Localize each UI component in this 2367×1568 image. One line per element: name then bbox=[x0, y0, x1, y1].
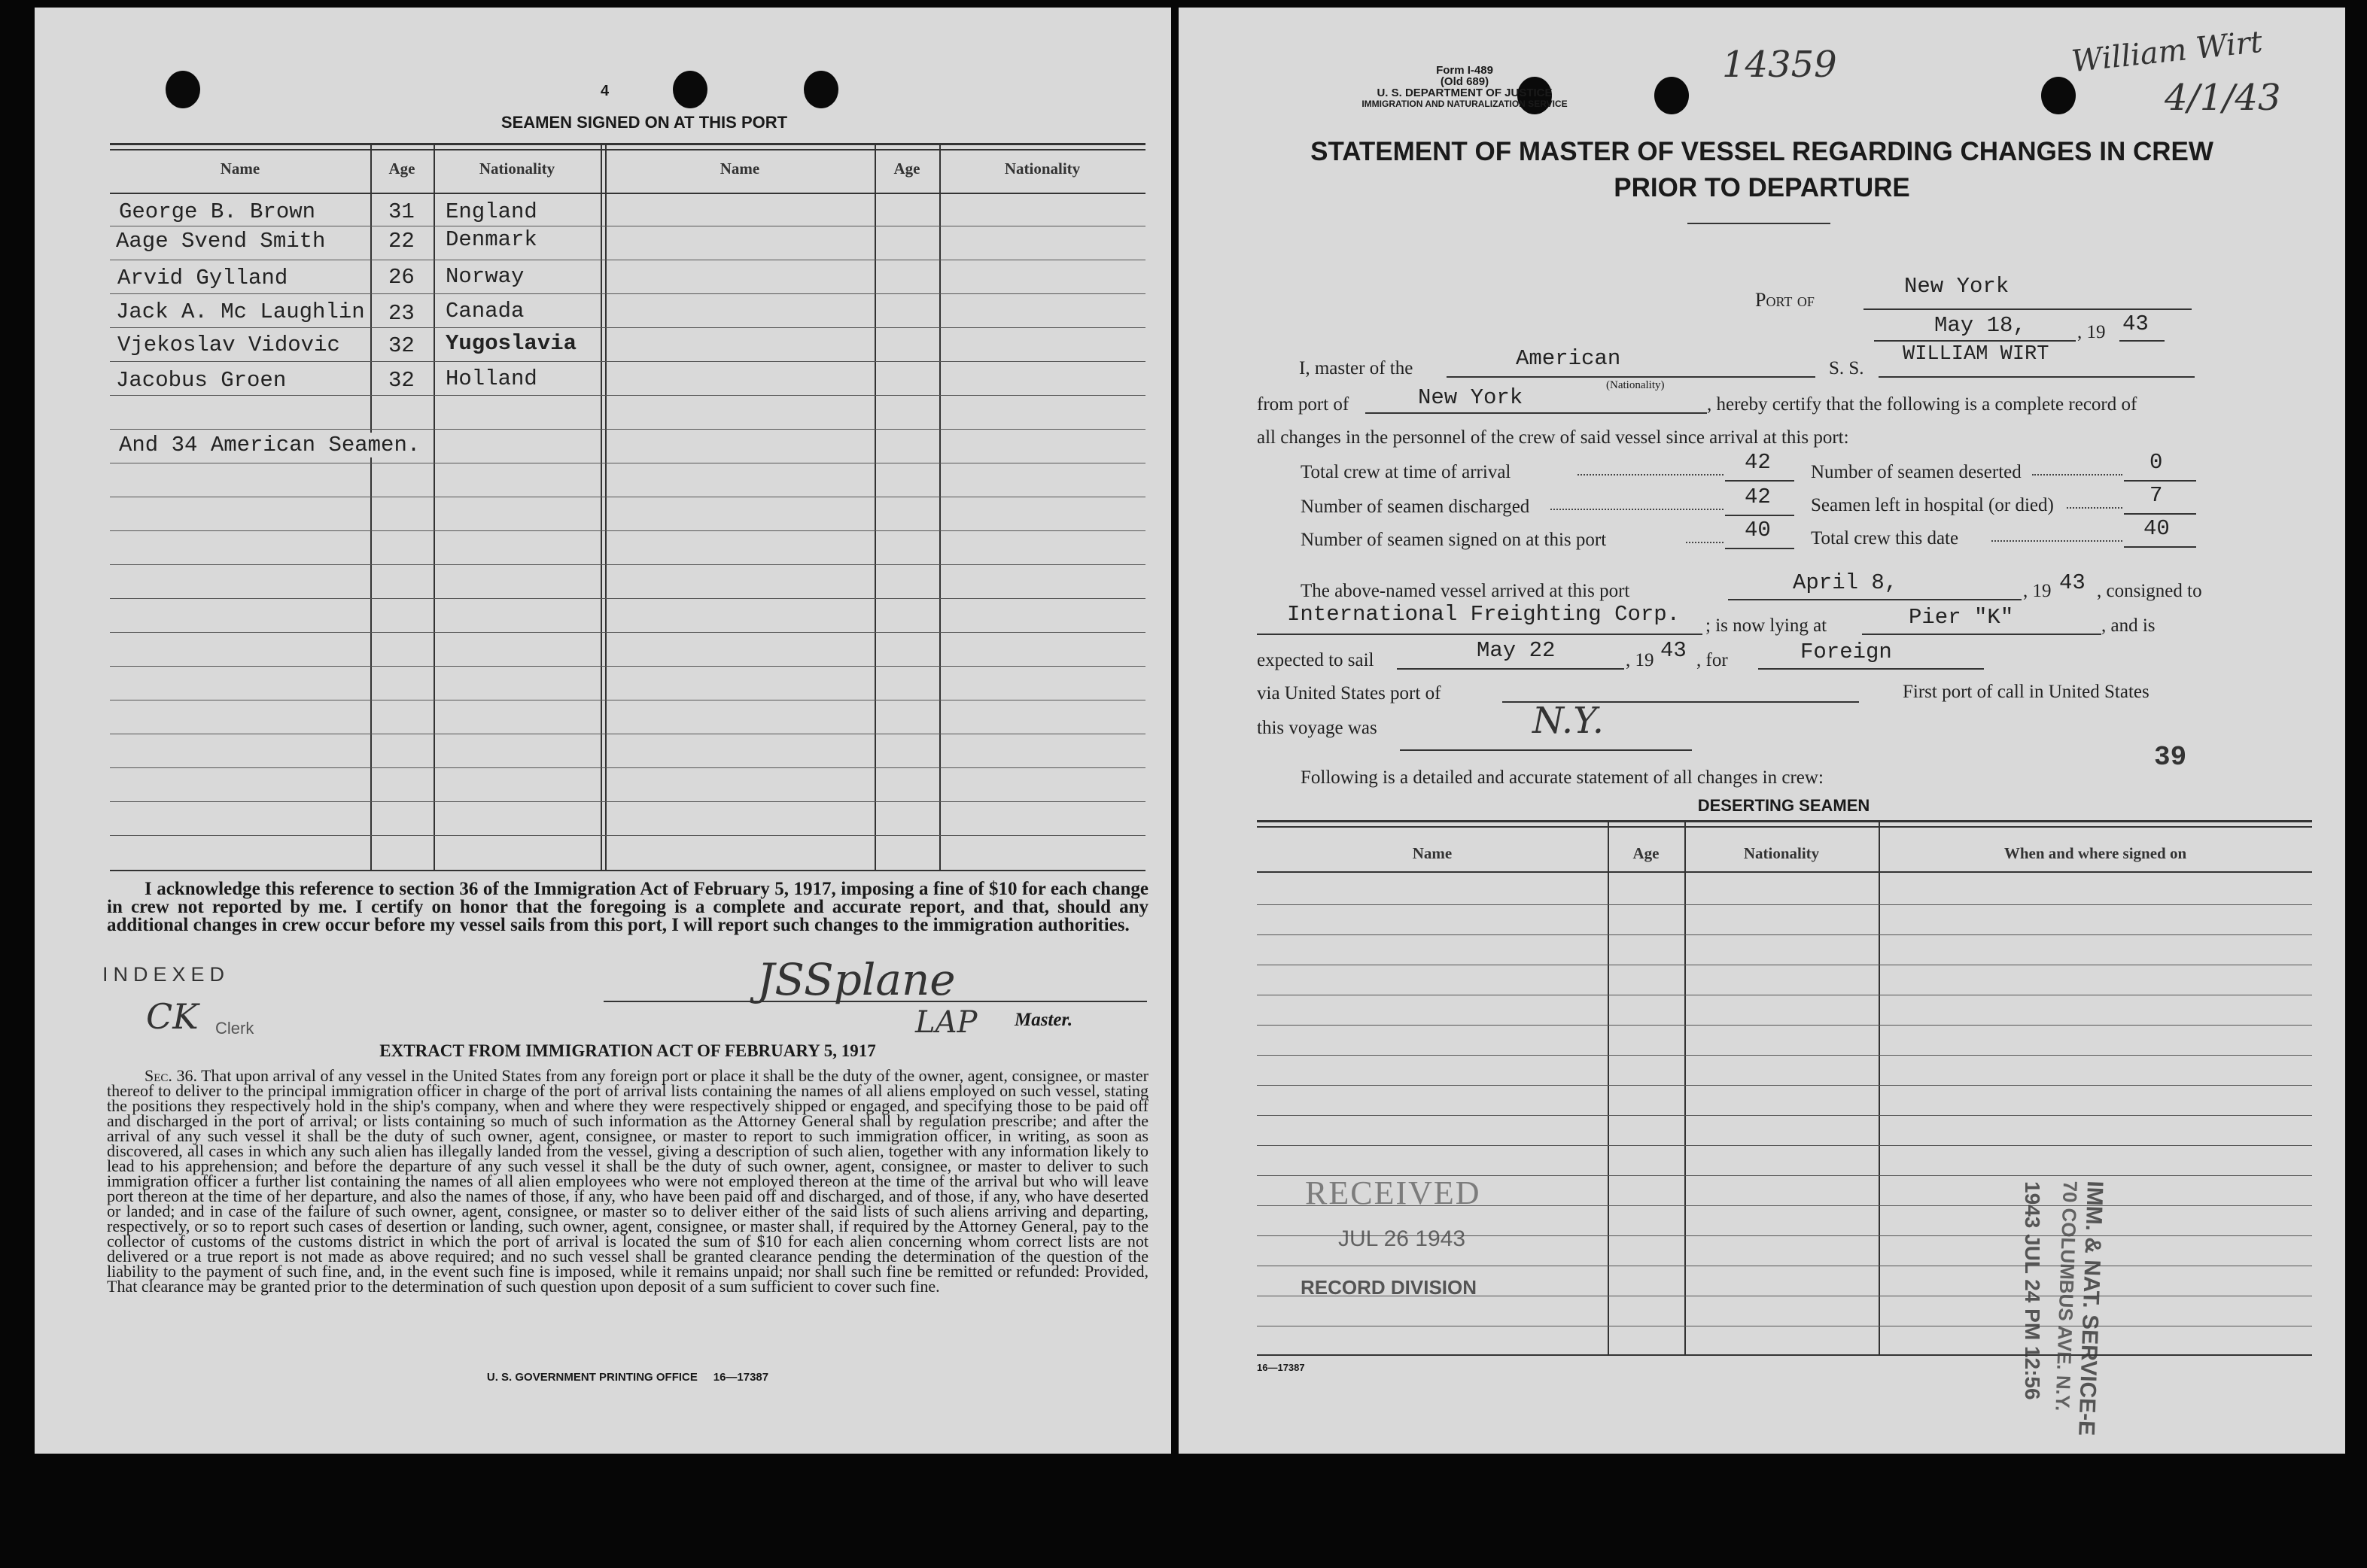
desert-col-name: Name bbox=[1412, 844, 1453, 862]
pier: Pier "K" bbox=[1909, 605, 2014, 630]
title-line-1: STATEMENT OF MASTER OF VESSEL REGARDING CHANGES IN CREW bbox=[1310, 137, 2213, 166]
nationality-caption: (Nationality) bbox=[1606, 379, 1665, 391]
table-row-rule bbox=[110, 564, 1145, 565]
consignee: International Freighting Corp. bbox=[1287, 602, 1681, 627]
right-page bbox=[1179, 8, 2345, 1454]
section-label: Sec. 36. bbox=[145, 1066, 197, 1085]
following-text: Following is a detailed and accurate statement of all changes in crew: bbox=[1301, 767, 1824, 788]
table-row-rule bbox=[110, 598, 1145, 599]
table-row-rule bbox=[1257, 1055, 2312, 1056]
hospital-label: Seamen left in hospital (or died) bbox=[1811, 495, 2054, 515]
from-port-value: New York bbox=[1418, 385, 1523, 410]
table-row-rule bbox=[110, 666, 1145, 667]
master-label: Master. bbox=[1015, 1010, 1073, 1030]
service-stamp-time: 1943 JUL 24 PM 12:56 bbox=[2021, 1181, 2044, 1400]
vessel-name: WILLIAM WIRT bbox=[1903, 343, 2049, 366]
seaman-nationality: Yugoslavia bbox=[446, 331, 577, 356]
seaman-name: Vjekoslav Vidovic bbox=[117, 333, 340, 357]
total-crew-arrival-label: Total crew at time of arrival bbox=[1301, 462, 1511, 482]
extract-body bbox=[107, 1068, 1149, 1294]
and-is-label: , and is bbox=[2101, 615, 2156, 636]
certify-text-2: all changes in the personnel of the crew of said vessel since arrival at this port: bbox=[1257, 427, 1849, 448]
sail-year-prefix: , 19 bbox=[1626, 650, 1654, 670]
seaman-name: Jacobus Groen bbox=[116, 368, 287, 393]
service-stamp-line1: IMM. & NAT. SERVICE-E bbox=[2073, 1180, 2107, 1436]
signed-on-value: 40 bbox=[1745, 518, 1771, 542]
file-number: 14359 bbox=[1722, 44, 1837, 86]
table-row-rule bbox=[110, 530, 1145, 531]
old-form: (Old 689) bbox=[1440, 75, 1489, 88]
punch-hole bbox=[166, 71, 200, 108]
table-row-rule bbox=[110, 632, 1145, 633]
seaman-age: 32 bbox=[388, 368, 415, 393]
printing-office: U. S. GOVERNMENT PRINTING OFFICE 16—17387 bbox=[486, 1371, 769, 1384]
expected-label: expected to sail bbox=[1257, 650, 1374, 670]
for-label: , for bbox=[1696, 650, 1728, 670]
table-row-rule bbox=[1257, 1085, 2312, 1086]
table-row-rule bbox=[110, 767, 1145, 768]
seaman-name: Aage Svend Smith bbox=[116, 229, 326, 254]
discharged-label: Number of seamen discharged bbox=[1301, 497, 1530, 517]
table-row-rule bbox=[110, 361, 1145, 362]
table-row-rule bbox=[1257, 934, 2312, 935]
department: U. S. DEPARTMENT OF JUSTICE bbox=[1377, 87, 1553, 99]
voyage-label: this voyage was bbox=[1257, 718, 1377, 738]
table-row-rule bbox=[1257, 904, 2312, 905]
signature-initials: LAP bbox=[915, 1005, 978, 1040]
clerk-initials: CK bbox=[146, 996, 199, 1037]
record-division-stamp: RECORD DIVISION bbox=[1301, 1276, 1477, 1299]
page-number: 4 bbox=[601, 83, 610, 99]
american-seamen-note: And 34 American Seamen. bbox=[119, 433, 421, 457]
deserted-value: 0 bbox=[2149, 450, 2163, 475]
form-number: Form I-489 bbox=[1436, 64, 1493, 77]
master-signature: JSSplane bbox=[757, 954, 956, 1005]
arrived-year-prefix: , 19 bbox=[2023, 581, 2052, 601]
port-value: New York bbox=[1904, 274, 2010, 299]
punch-hole bbox=[1654, 77, 1689, 114]
col-name-2: Name bbox=[720, 160, 760, 178]
seaman-age: 31 bbox=[388, 199, 415, 224]
deserted-label: Number of seamen deserted bbox=[1811, 462, 2022, 482]
table-row-rule bbox=[1257, 1115, 2312, 1116]
deserting-title: DESERTING SEAMEN bbox=[1697, 796, 1870, 815]
port-label: Port of bbox=[1755, 289, 1815, 311]
seaman-nationality: Holland bbox=[446, 366, 537, 391]
extract-text: That upon arrival of any vessel in the United States from any foreign port or place it shall be the duty of the owner, agent, consignee, or master thereof to deliver to the principal immigration officer in charge of the port of arrival lists containing the names of all aliens employed on such vessel, stating the positions they respectively hold in the ship's company, when and where they were respectively shipped or engaged, and specifying those to be paid off and discharged in the port of arrival; or lists containing so much of such information as the Attorney General shall by regulation prescribe; and after the arrival of any such vessel it shall be the duty of such owner, agent, consignee, or master to report to such immigration officer, in writing, as soon as discovered, all cases in which any such alien has illegally landed from the vessel, giving a description of such alien, together with any information likely to lead to his apprehension; and before the departure of any such vessel it shall be the duty of such owner, agent, consignee, or master to deliver to such immigration officer a further list containing the names of all alien employees who were not employed thereon at the time of the arrival but who will leave port thereon at the time of her departure, and also the names of those, if any, who have been paid off and discharged, and of those, if any, who have deserted or landed; and in case of the failure of such owner, agent, consignee, or master so to deliver either of the said lists of such aliens arriving and departing, respectively, or so to report such cases of desertion or landing, such owner, agent, consignee, or master shall, if required by the Attorney General, pay to the collector of customs of the customs district in which the port of arrival is located the sum of $10 for each alien concerning whom correct lists are not delivered or a true report is not made as above required; and no such vessel shall be granted clearance pending the determination of the question of the liability to the payment of such fine, and, in the event such fine is imposed, while it remains unpaid; nor shall such fine be remitted or refunded: Provided, That clearance may be granted prior to the determination of such question upon deposit of a sum sufficient to cover such fine. bbox=[107, 1066, 1149, 1296]
form-header bbox=[1299, 65, 1630, 110]
via-label: via United States port of bbox=[1257, 683, 1441, 703]
desert-col-age: Age bbox=[1632, 844, 1660, 862]
seaman-nationality: Norway bbox=[446, 264, 525, 289]
received-stamp: RECEIVED bbox=[1305, 1174, 1481, 1211]
col-nationality: Nationality bbox=[479, 160, 555, 178]
year-value: 43 bbox=[2122, 311, 2149, 336]
arrived-label: The above-named vessel arrived at this port bbox=[1301, 581, 1630, 601]
certify-text: , hereby certify that the following is a complete record of bbox=[1707, 394, 2137, 415]
punch-hole bbox=[2041, 77, 2076, 114]
desert-col-nationality: Nationality bbox=[1743, 844, 1820, 862]
seaman-name: Arvid Gylland bbox=[117, 266, 288, 290]
sail-year: 43 bbox=[1660, 638, 1687, 663]
seaman-name: George B. Brown bbox=[119, 199, 316, 224]
seaman-age: 32 bbox=[388, 333, 415, 358]
table-row-rule bbox=[1257, 1025, 2312, 1026]
seaman-name: Jack A. Mc Laughlin bbox=[116, 299, 365, 324]
section-title: SEAMEN SIGNED ON AT THIS PORT bbox=[500, 113, 788, 132]
desert-col-signed-on: When and where signed on bbox=[2003, 844, 2187, 862]
title-line-2: PRIOR TO DEPARTURE bbox=[1614, 173, 1910, 202]
extract-title: EXTRACT FROM IMMIGRATION ACT OF FEBRUARY 5, 1917 bbox=[379, 1041, 876, 1060]
seaman-nationality: Canada bbox=[446, 299, 525, 324]
received-stamp-date: JUL 26 1943 bbox=[1338, 1226, 1466, 1251]
master-of-label: I, master of the bbox=[1299, 358, 1413, 378]
arrived-year: 43 bbox=[2059, 570, 2086, 595]
table-row-rule bbox=[110, 801, 1145, 802]
table-row-rule bbox=[110, 395, 1145, 396]
handwritten-vessel-name: William Wirt bbox=[2070, 24, 2265, 80]
arrived-date: April 8, bbox=[1793, 570, 1898, 595]
indexed-stamp: INDEXED bbox=[102, 963, 230, 986]
acknowledgement-text: I acknowledge this reference to section 36 of the Immigration Act of February 5, 1917, imposing a fine of $10 for each change in crew not reported by me. I certify on honor that the foregoing is a complete and accurate report, and that, should any additional changes in crew occur before my vessel sails from this port, I will report such changes to the immigration authorities. bbox=[107, 879, 1149, 935]
from-port-label: from port of bbox=[1257, 394, 1349, 415]
table-row-rule bbox=[110, 293, 1145, 294]
clerk-label: Clerk bbox=[215, 1019, 254, 1038]
total-date-value: 40 bbox=[2143, 516, 2170, 541]
total-date-label: Total crew this date bbox=[1811, 528, 1959, 548]
nationality-value: American bbox=[1516, 346, 1621, 371]
voyage-port: N.Y. bbox=[1532, 700, 1604, 742]
discharged-value: 42 bbox=[1745, 485, 1771, 509]
destination: Foreign bbox=[1800, 640, 1892, 664]
seaman-age: 26 bbox=[388, 265, 415, 290]
table-row-rule bbox=[110, 327, 1145, 328]
seaman-nationality: Denmark bbox=[446, 227, 537, 252]
count-mark: 39 bbox=[2154, 742, 2187, 773]
table-row-rule bbox=[110, 835, 1145, 836]
form-title bbox=[1254, 134, 2270, 206]
consigned-label: , consigned to bbox=[2097, 581, 2202, 601]
service: IMMIGRATION AND NATURALIZATION SERVICE bbox=[1361, 99, 1568, 109]
table-row-rule bbox=[1257, 1145, 2312, 1146]
year-prefix: , 19 bbox=[2077, 322, 2106, 342]
seaman-age: 22 bbox=[388, 229, 415, 254]
punch-hole bbox=[673, 71, 707, 108]
lying-label: ; is now lying at bbox=[1705, 615, 1827, 636]
col-age-2: Age bbox=[893, 160, 920, 178]
handwritten-date: 4/1/43 bbox=[2165, 77, 2281, 119]
col-name: Name bbox=[220, 160, 260, 178]
col-nationality-2: Nationality bbox=[1004, 160, 1081, 178]
table-row-rule bbox=[110, 429, 1145, 430]
footer-code: 16—17387 bbox=[1257, 1362, 1305, 1373]
signed-on-label: Number of seamen signed on at this port bbox=[1301, 530, 1607, 550]
left-page bbox=[35, 8, 1171, 1454]
ss-label: S. S. bbox=[1829, 358, 1864, 378]
service-stamp-line2: 70 COLUMBUS AVE. N.Y. bbox=[2051, 1180, 2082, 1412]
first-port-label: First port of call in United States bbox=[1903, 682, 2149, 702]
sail-date: May 22 bbox=[1477, 638, 1556, 663]
seaman-nationality: England bbox=[446, 199, 537, 224]
hospital-value: 7 bbox=[2149, 483, 2163, 508]
col-age: Age bbox=[388, 160, 415, 178]
date-value: May 18, bbox=[1934, 313, 2026, 338]
total-crew-arrival: 42 bbox=[1745, 450, 1771, 475]
seaman-age: 23 bbox=[388, 301, 415, 326]
punch-hole bbox=[804, 71, 838, 108]
